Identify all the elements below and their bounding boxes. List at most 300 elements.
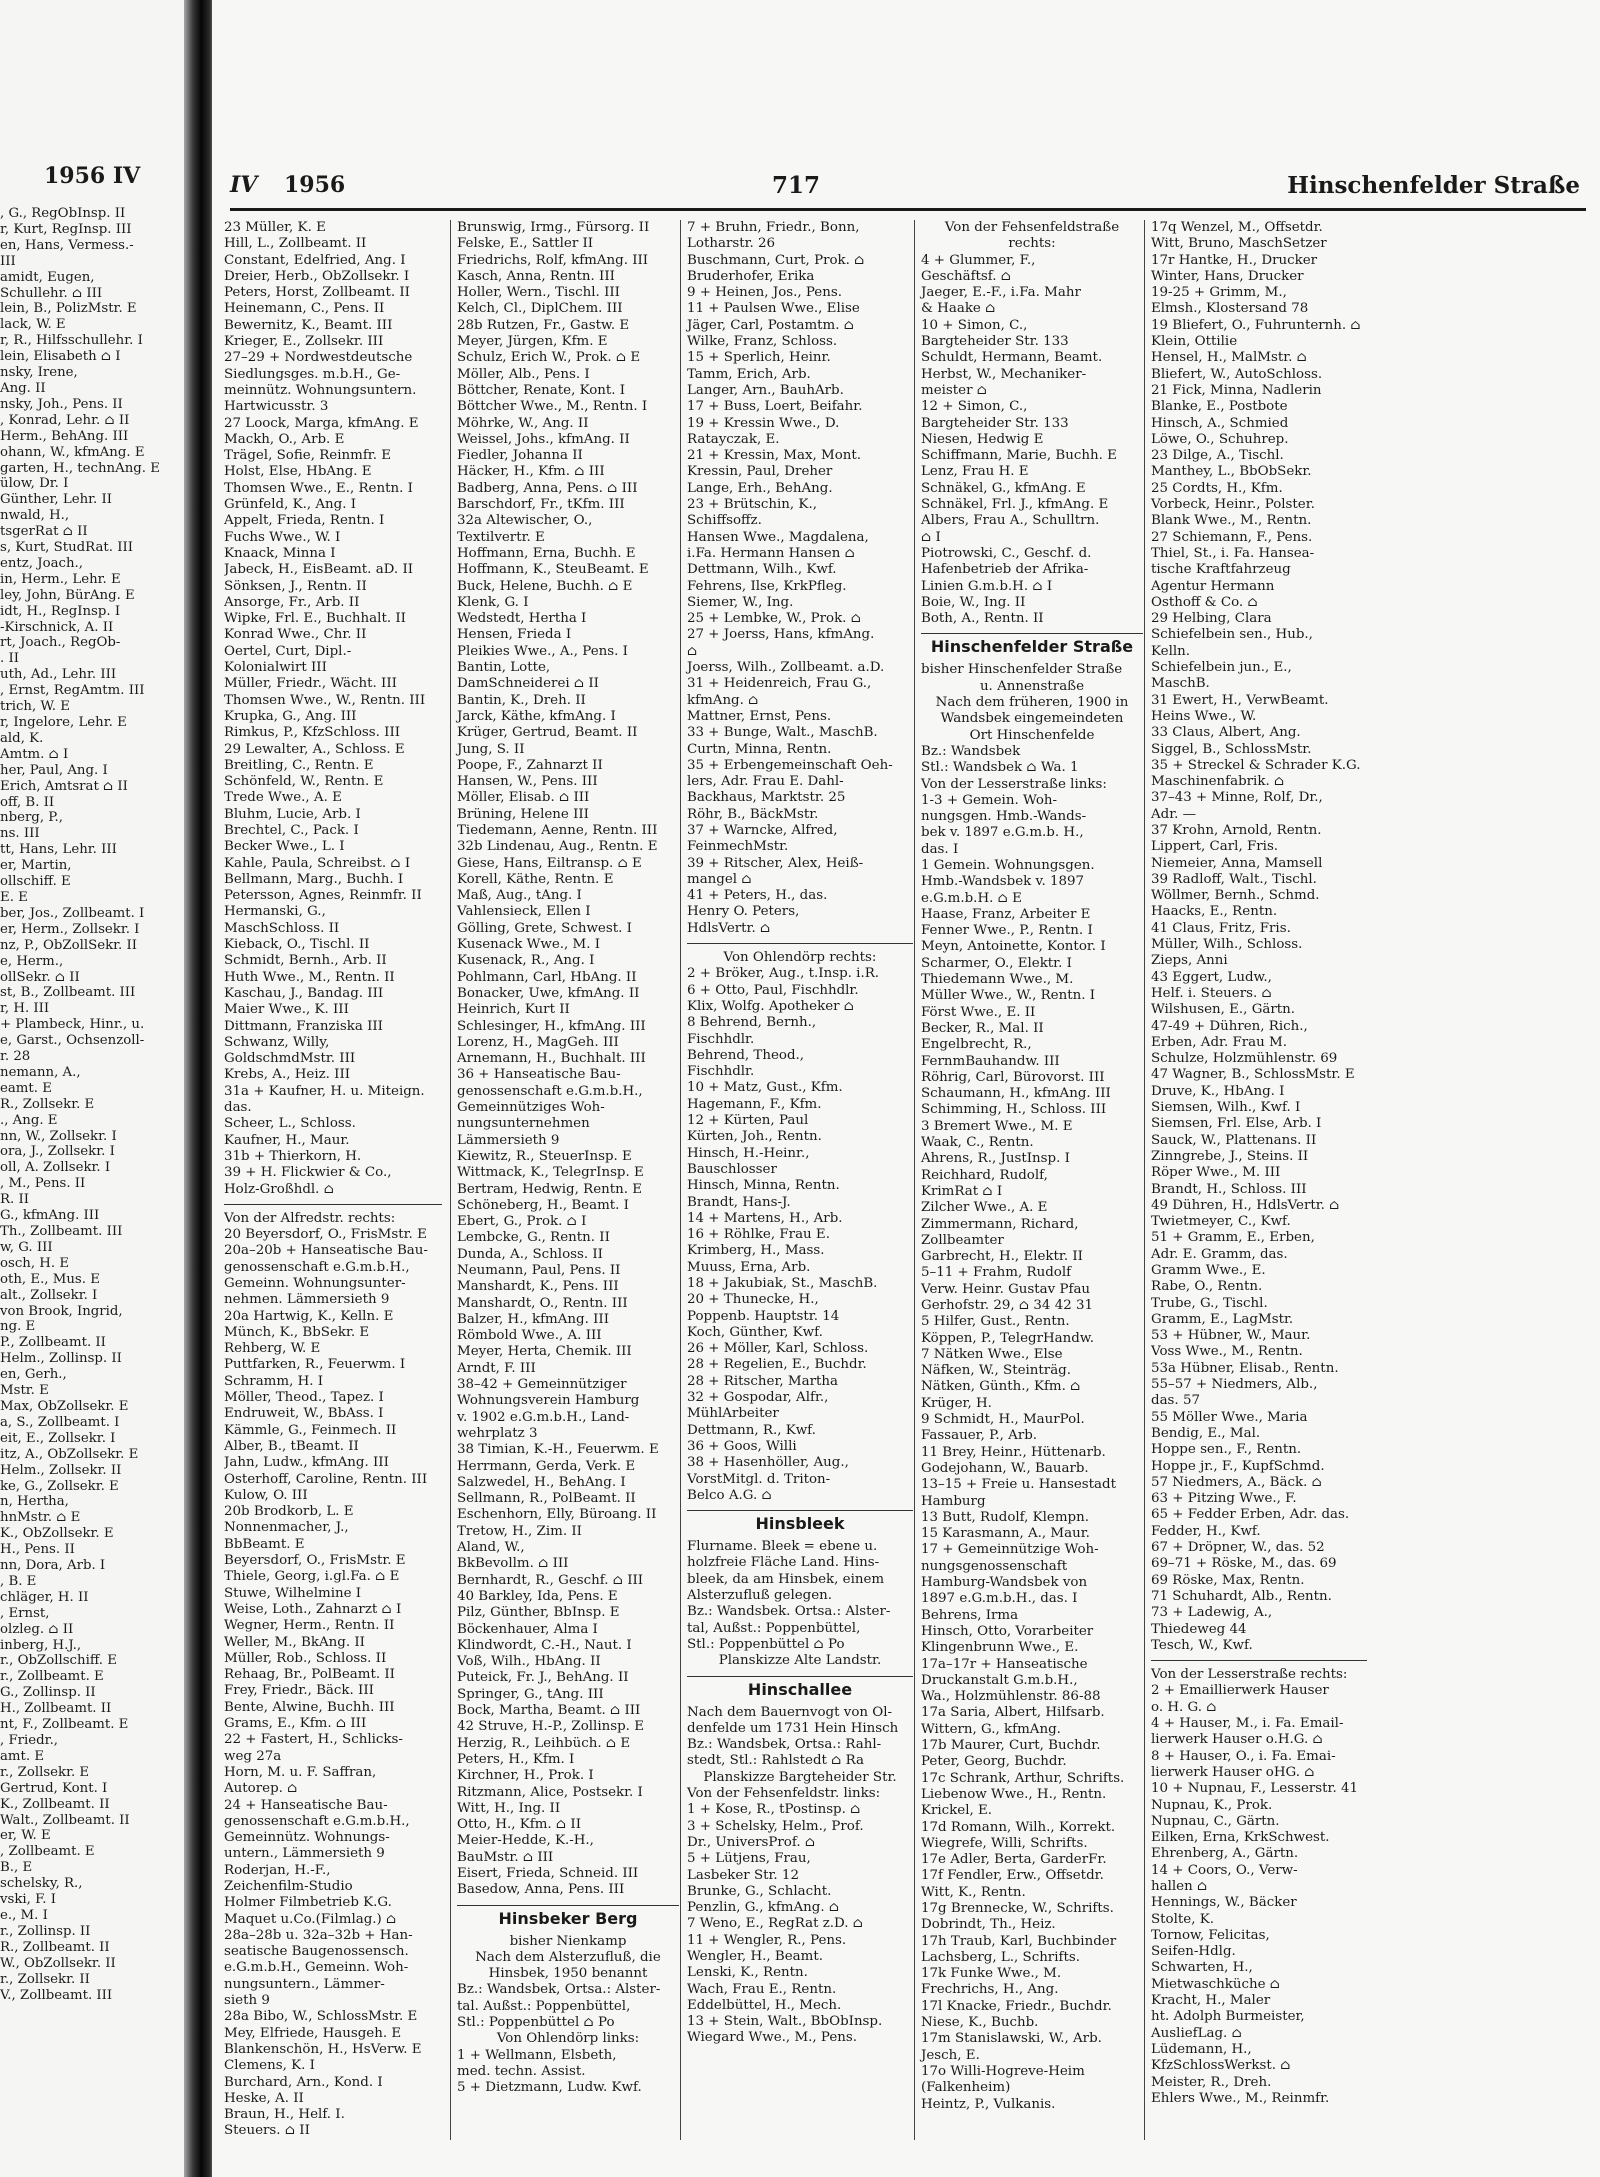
directory-entry: Manshardt, K., Pens. III xyxy=(457,1279,619,1295)
directory-entry: Autorep. ⌂ xyxy=(224,1781,298,1797)
directory-entry: Bewernitz, K., Beamt. III xyxy=(224,317,393,333)
left-page-line: r. 28 xyxy=(0,1049,31,1065)
directory-entry: 14 + Martens, H., Arb. xyxy=(687,1210,843,1226)
directory-entry: 8 Behrend, Bernh., xyxy=(687,1015,817,1031)
directory-entry: Klenk, G. I xyxy=(457,594,529,610)
left-page-line: inberg, H.J., xyxy=(0,1637,82,1653)
directory-entry: Godejohann, W., Bauarb. xyxy=(921,1460,1089,1476)
directory-entry: Bertram, Hedwig, Rentn. E xyxy=(457,1181,643,1197)
directory-entry: Scheer, L., Schloss. xyxy=(224,1116,356,1132)
directory-entry: nungsuntern., Lämmer- xyxy=(224,1976,385,1992)
directory-entry: Schlesinger, H., kfmAng. III xyxy=(457,1018,646,1034)
directory-entry: 5 + Dietzmann, Ludw. Kwf. xyxy=(457,2080,642,2096)
directory-entry: Römbold Wwe., A. III xyxy=(457,1328,602,1344)
directory-entry: 12 + Simon, C., xyxy=(921,399,1028,415)
directory-entry: Ahrens, R., JustInsp. I xyxy=(921,1151,1070,1167)
left-page-line: amidt, Eugen, xyxy=(0,269,95,285)
directory-entry: Hoffmann, Erna, Buchh. E xyxy=(457,545,636,561)
directory-entry: e.G.m.b.H. ⌂ E xyxy=(921,890,1022,906)
directory-entry: Heinrich, Kurt II xyxy=(457,1002,570,1018)
directory-entry: Behrend, Theod., xyxy=(687,1047,805,1063)
directory-entry: Lachsberg, L., Schrifts. xyxy=(921,1949,1080,1965)
directory-entry: 40 Barkley, Ida, Pens. E xyxy=(457,1588,618,1604)
directory-entry: 36 + Goos, Willi xyxy=(687,1438,797,1454)
directory-entry: 13–15 + Freie u. Hansestadt xyxy=(921,1477,1116,1493)
directory-entry: Backhaus, Marktstr. 25 xyxy=(687,790,846,806)
directory-entry: 37–43 + Minne, Rolf, Dr., xyxy=(1151,790,1323,806)
directory-entry: Zinngrebe, J., Steins. II xyxy=(1151,1148,1309,1164)
directory-entry: i.Fa. Hermann Hansen ⌂ xyxy=(687,545,855,561)
section-note: Ort Hinschenfelde xyxy=(969,727,1095,743)
directory-entry: 10 + Matz, Gust., Kfm. xyxy=(687,1080,843,1096)
directory-entry: Linien G.m.b.H. ⌂ I xyxy=(921,578,1053,594)
left-page-line: r, Ingelore, Lehr. E xyxy=(0,715,127,730)
directory-entry: 17b Maurer, Curt, Buchdr. xyxy=(921,1738,1101,1754)
directory-entry: Krebs, A., Heiz. III xyxy=(224,1067,351,1083)
directory-entry: Möller, Elisab. ⌂ III xyxy=(457,790,590,806)
directory-entry: AusliefLag. ⌂ xyxy=(1151,2025,1242,2041)
directory-entry: Nupnau, K., Prok. xyxy=(1151,1797,1273,1813)
directory-entry: Trede Wwe., A. E xyxy=(224,790,342,806)
left-page-line: K., Zollbeamt. II xyxy=(0,1796,110,1812)
directory-entry: Kressin, Paul, Dreher xyxy=(687,464,833,480)
directory-entry: Puteick, Fr. J., BehAng. II xyxy=(457,1670,629,1686)
directory-entry: Witt, K., Rentn. xyxy=(921,1884,1026,1900)
directory-entry: Wengler, H., Beamt. xyxy=(687,1948,823,1964)
left-page-line: amt. E xyxy=(0,1748,45,1764)
directory-entry: Von der Lesserstraße rechts: xyxy=(1151,1667,1348,1683)
directory-entry: Kaufner, H., Maur. xyxy=(224,1132,350,1148)
directory-entry: 69 Röske, Max, Rentn. xyxy=(1151,1572,1305,1588)
directory-entry: Thiedemann Wwe., M. xyxy=(921,972,1074,988)
left-page-line: ollschiff. E xyxy=(0,874,71,890)
directory-entry: 55–57 + Niedmers, Alb., xyxy=(1151,1377,1318,1393)
page-year: 1956 xyxy=(284,172,346,198)
left-page-line: Herm., BehAng. III xyxy=(0,428,129,444)
street-heading: Hinsbeker Berg xyxy=(457,1905,679,1930)
directory-entry: Stl.: Wandsbek ⌂ Wa. 1 xyxy=(921,760,1079,776)
directory-entry: Manshardt, O., Rentn. III xyxy=(457,1295,628,1311)
directory-entry: Thiel, St., i. Fa. Hansea- xyxy=(1151,545,1315,561)
directory-entry: Geschäftsf. ⌂ xyxy=(921,268,1012,284)
directory-entry: Manthey, L., BbObSekr. xyxy=(1151,464,1312,480)
directory-entry: genossenschaft e.G.m.b.H., xyxy=(224,1813,410,1829)
directory-entry: Jäger, Carl, Postamtm. ⌂ xyxy=(687,317,854,333)
left-page-line: r, R., Hilfsschullehr. I xyxy=(0,333,143,349)
directory-entry: 43 Eggert, Ludw., xyxy=(1151,969,1272,985)
left-page-line: e., M. I xyxy=(0,1907,48,1923)
directory-entry: Braun, H., Helf. I. xyxy=(224,2107,345,2123)
directory-entry: 31b + Thierkorn, H. xyxy=(224,1148,362,1164)
directory-entry: untern., Lämmersieth 9 xyxy=(224,1846,385,1862)
directory-entry: Voß, Wilh., HbAng. II xyxy=(457,1654,601,1670)
directory-entry: 17f Fendler, Erw., Offsetdr. xyxy=(921,1868,1104,1884)
directory-entry: Nupnau, C., Gärtn. xyxy=(1151,1813,1280,1829)
directory-entry: 27 Loock, Marga, kfmAng. E xyxy=(224,415,419,431)
directory-entry: MühlArbeiter xyxy=(687,1406,779,1422)
directory-entry: Bellmann, Marg., Buchh. I xyxy=(224,871,404,887)
directory-entry: Schnäkel, Frl. J., kfmAng. E xyxy=(921,497,1109,513)
directory-entry: Köppen, P., TelegrHandw. xyxy=(921,1330,1094,1346)
left-page-line: von Brook, Ingrid, xyxy=(0,1303,123,1319)
directory-entry: Konrad Wwe., Chr. II xyxy=(224,627,367,643)
directory-entry: Tiedemann, Aenne, Rentn. III xyxy=(457,822,658,838)
directory-entry: genossenschaft e.G.m.b.H., xyxy=(457,1083,643,1099)
directory-entry: 24 + Hanseatische Bau- xyxy=(224,1797,388,1813)
directory-entry: Von der Lesserstraße links: xyxy=(921,776,1107,792)
directory-entry: Brechtel, C., Pack. I xyxy=(224,822,359,838)
directory-entry: 1897 e.G.m.b.H., das. I xyxy=(921,1591,1078,1607)
left-page-fragment xyxy=(0,0,184,2177)
left-page-line: Amtm. ⌂ I xyxy=(0,746,69,762)
directory-entry: Schönfeld, W., Rentn. E xyxy=(224,774,384,790)
directory-entry: Schiefelbein jun., E., xyxy=(1151,660,1292,676)
directory-entry: Schiffsoffz. xyxy=(687,513,762,529)
directory-entry: Bantin, K., Dreh. II xyxy=(457,692,586,708)
directory-entry: Badberg, Anna, Pens. ⌂ III xyxy=(457,480,638,496)
directory-entry: Springer, G., tAng. III xyxy=(457,1686,604,1702)
directory-entry: GoldschmdMstr. III xyxy=(224,1051,356,1067)
left-page-line: en, Hans, Vermess.- xyxy=(0,237,134,253)
directory-entry: MaschSchloss. II xyxy=(224,920,340,936)
directory-entry: 9 Schmidt, H., MaurPol. xyxy=(921,1412,1085,1428)
directory-entry: Wach, Frau E., Rentn. xyxy=(687,1981,837,1997)
left-page-line: itz, A., ObZollsekr. E xyxy=(0,1446,139,1462)
directory-entry: Schiefelbein sen., Hub., xyxy=(1151,627,1313,643)
directory-entry: 21 Fick, Minna, Nadlerin xyxy=(1151,382,1322,398)
directory-entry: Thiele, Georg, i.gl.Fa. ⌂ E xyxy=(224,1569,400,1585)
directory-entry: Stl.: Poppenbüttel ⌂ Po xyxy=(457,2015,615,2031)
directory-page xyxy=(212,0,1600,2177)
directory-entry: 17a Saria, Albert, Hilfsarb. xyxy=(921,1705,1105,1721)
directory-entry: Klix, Wolfg. Apotheker ⌂ xyxy=(687,998,855,1014)
directory-entry: Scharmer, O., Elektr. I xyxy=(921,955,1072,971)
directory-entry: Niesen, Hedwig E xyxy=(921,431,1044,447)
directory-entry: 73 + Ladewig, A., xyxy=(1151,1605,1273,1621)
directory-entry: Maschinenfabrik. ⌂ xyxy=(1151,774,1285,790)
section-note: Von Ohlendörp links: xyxy=(496,2031,640,2047)
directory-entry: 4 + Hauser, M., i. Fa. Email- xyxy=(1151,1716,1344,1732)
directory-entry: 3 Bremert Wwe., M. E xyxy=(921,1118,1073,1134)
directory-entry: Hagemann, F., Kfm. xyxy=(687,1096,822,1112)
directory-entry: Ritzmann, Alice, Postsekr. I xyxy=(457,1784,643,1800)
directory-entry: Adr. — xyxy=(1151,806,1197,822)
directory-entry: 5 + Lütjens, Frau, xyxy=(687,1851,811,1867)
directory-column-4 xyxy=(914,220,1149,2140)
left-page-header: 1956 IV xyxy=(44,163,141,189)
directory-entry: Eddelbüttel, H., Mech. xyxy=(687,1997,842,2013)
directory-entry: Kirchner, H., Prok. I xyxy=(457,1768,594,1784)
directory-entry: Hensel, H., MalMstr. ⌂ xyxy=(1151,350,1307,366)
directory-entry: Heinemann, C., Pens. II xyxy=(224,301,385,317)
directory-entry: Otto, H., Kfm. ⌂ II xyxy=(457,1817,581,1833)
directory-entry: 20 Beyersdorf, O., FrisMstr. E xyxy=(224,1227,427,1243)
directory-entry: 57 Niedmers, A., Bäck. ⌂ xyxy=(1151,1474,1322,1490)
directory-entry: 35 + Erbengemeinschaft Oeh- xyxy=(687,757,893,773)
directory-entry: 18 + Jakubiak, St., MaschB. xyxy=(687,1276,878,1291)
directory-entry: Herbst, W., Mechaniker- xyxy=(921,366,1087,382)
left-page-line: s, Kurt, StudRat. III xyxy=(0,540,133,556)
directory-entry: Schramm, H. I xyxy=(224,1373,324,1389)
directory-entry: 38 Timian, K.-H., Feuerwm. E xyxy=(457,1442,659,1458)
directory-entry: Mey, Elfriede, Hausgeh. E xyxy=(224,2025,402,2041)
left-page-line: , Friedr., xyxy=(0,1733,59,1748)
directory-entry: Ansorge, Fr., Arb. II xyxy=(224,594,360,610)
directory-entry: Blank Wwe., M., Rentn. xyxy=(1151,513,1312,529)
directory-entry: 38 + Hasenhöller, Aug., xyxy=(687,1455,849,1471)
directory-entry: Zeichenfilm-Studio xyxy=(224,1878,353,1894)
directory-entry: Dettmann, Wilh., Kwf. xyxy=(687,562,837,578)
directory-entry: Gemeinnütziges Woh- xyxy=(457,1100,605,1116)
directory-entry: Schulz, Erich W., Prok. ⌂ E xyxy=(457,350,641,366)
directory-entry: Müller, Friedr., Wächt. III xyxy=(224,676,397,692)
directory-entry: Bonacker, Uwe, kfmAng. II xyxy=(457,985,640,1001)
directory-entry: Constant, Edelfried, Ang. I xyxy=(224,252,406,268)
directory-entry: Becker, R., Mal. II xyxy=(921,1020,1044,1036)
left-page-line: r., Zollbeamt. E xyxy=(0,1669,104,1685)
directory-entry: 25 + Lembke, W., Prok. ⌂ xyxy=(687,611,861,627)
directory-entry: e.G.m.b.H., Gemeinn. Woh- xyxy=(224,1960,409,1976)
left-page-line: alt., Zollsekr. I xyxy=(0,1287,98,1303)
directory-entry: das. xyxy=(224,1100,252,1116)
directory-entry: Meyer, Herta, Chemik. III xyxy=(457,1344,632,1360)
directory-entry: Buck, Helene, Buchh. ⌂ E xyxy=(457,578,633,594)
directory-entry: Muuss, Erna, Arb. xyxy=(687,1259,811,1275)
directory-entry: Belco A.G. ⌂ xyxy=(687,1487,772,1503)
directory-entry: Stl.: Poppenbüttel ⌂ Po xyxy=(687,1636,845,1652)
left-page-line: garten, H., technAng. E xyxy=(0,460,160,476)
directory-entry: Brunke, G., Schlacht. xyxy=(687,1883,832,1899)
directory-entry: Druckanstalt G.m.b.H., xyxy=(921,1672,1078,1688)
directory-entry: Holler, Wern., Tischl. III xyxy=(457,285,620,301)
directory-entry: Blanke, E., Postbote xyxy=(1151,399,1288,415)
directory-entry: Hafenbetrieb der Afrika- xyxy=(921,562,1089,578)
left-page-line: chläger, H. II xyxy=(0,1589,89,1605)
directory-entry: 21 + Kressin, Max, Mont. xyxy=(687,448,862,464)
directory-entry: Bargteheider Str. 133 xyxy=(921,334,1069,350)
directory-entry: 27 Schiemann, F., Pens. xyxy=(1151,529,1313,545)
directory-entry: 27 + Joerss, Hans, kfmAng. xyxy=(687,627,875,643)
directory-entry: 55 Möller Wwe., Maria xyxy=(1151,1409,1308,1425)
directory-entry: Alsterzufluß gelegen. xyxy=(687,1588,833,1604)
left-page-line: Th., Zollbeamt. III xyxy=(0,1224,123,1239)
left-page-line: nsky, Irene, xyxy=(0,365,78,381)
directory-entry: Peter, Georg, Buchdr. xyxy=(921,1754,1067,1770)
left-page-line: Gertrud, Kont. I xyxy=(0,1780,108,1796)
left-page-line: lack, W. E xyxy=(0,317,66,333)
directory-entry: Fuchs Wwe., W. I xyxy=(224,529,341,545)
directory-entry: Weller, M., BkAng. II xyxy=(224,1634,365,1650)
directory-entry: genossenschaft e.G.m.b.H., xyxy=(224,1259,410,1275)
street-heading: Hinschenfelder Straße xyxy=(921,633,1143,658)
directory-entry: 63 + Pitzing Wwe., F. xyxy=(1151,1491,1297,1507)
left-page-line: olzleg. ⌂ II xyxy=(0,1621,74,1637)
left-page-line: st, B., Zollbeamt. III xyxy=(0,985,136,1001)
directory-entry: nungsgenossenschaft xyxy=(921,1558,1068,1574)
directory-entry: Häcker, H., Kfm. ⌂ III xyxy=(457,464,605,480)
directory-entry: 1 + Wellmann, Elsbeth, xyxy=(457,2047,617,2063)
directory-entry: tal, Außst.: Poppenbüttel, xyxy=(687,1620,861,1636)
directory-entry: 42 Struve, H.-P., Zollinsp. E xyxy=(457,1719,644,1735)
directory-entry: Siggel, B., SchlossMstr. xyxy=(1151,741,1312,757)
section-note: bisher Nienkamp xyxy=(509,1933,627,1949)
left-page-line: r, Kurt, RegInsp. III xyxy=(0,221,132,237)
directory-entry: Stuwe, Wilhelmine I xyxy=(224,1585,362,1601)
directory-entry: Adr. E. Gramm, das. xyxy=(1151,1246,1288,1262)
directory-entry: 28a Bibo, W., SchlossMstr. E xyxy=(224,2009,418,2025)
directory-entry: 7 Nätken Wwe., Else xyxy=(921,1346,1063,1362)
directory-entry: 29 Lewalter, A., Schloss. E xyxy=(224,741,405,757)
directory-entry: 10 + Nupnau, F., Lesserstr. 41 xyxy=(1151,1781,1359,1797)
directory-entry: lierwerk Hauser o.H.G. ⌂ xyxy=(1151,1732,1323,1748)
left-page-line: idt, H., RegInsp. I xyxy=(0,603,121,619)
directory-entry: Meister, R., Dreh. xyxy=(1151,2074,1272,2090)
directory-entry: Holz-Großhdl. ⌂ xyxy=(224,1181,334,1197)
directory-entry: Wegner, Herm., Rentn. II xyxy=(224,1618,395,1634)
left-page-line: nberg, P., xyxy=(0,810,63,826)
directory-entry: Kelch, Cl., DiplChem. III xyxy=(457,301,623,317)
directory-entry: tal. Außst.: Poppenbüttel, xyxy=(457,1998,631,2014)
directory-column-1 xyxy=(224,220,448,2140)
directory-entry: Wipke, Frl. E., Buchhalt. II xyxy=(224,611,406,627)
directory-entry: 6 + Otto, Paul, Fischhdlr. xyxy=(687,982,859,998)
directory-entry: Hamburg-Wandsbek von xyxy=(921,1575,1088,1591)
left-page-line: R., Zollsekr. E xyxy=(0,1096,95,1112)
directory-entry: Grünfeld, K., Ang. I xyxy=(224,497,357,513)
directory-entry: Herzig, R., Leihbüch. ⌂ E xyxy=(457,1735,631,1751)
directory-entry: Trube, G., Tischl. xyxy=(1151,1295,1268,1311)
left-page-line: ald, K. xyxy=(0,730,44,746)
left-page-line: w, G. III xyxy=(0,1239,53,1255)
directory-entry: Fedder, H., Kwf. xyxy=(1151,1523,1261,1539)
directory-entry: Holst, Else, HbAng. E xyxy=(224,464,372,480)
directory-entry: Schöneberg, H., Beamt. I xyxy=(457,1197,629,1213)
directory-entry: Dobrindt, Th., Heiz. xyxy=(921,1917,1056,1933)
directory-entry: 37 + Warncke, Alfred, xyxy=(687,822,838,838)
directory-entry: 29 Helbing, Clara xyxy=(1151,611,1272,627)
directory-entry: Kusenack Wwe., M. I xyxy=(457,937,601,953)
directory-entry: Möller, Alb., Pens. I xyxy=(457,366,590,382)
directory-entry: Joerss, Wilh., Zollbeamt. a.D. xyxy=(687,660,885,676)
directory-entry: Fischhdlr. xyxy=(687,1064,755,1080)
directory-entry: Siemsen, Frl. Else, Arb. I xyxy=(1151,1116,1322,1132)
directory-entry: 25 Cordts, H., Kfm. xyxy=(1151,480,1283,496)
directory-entry: Herrmann, Gerda, Verk. E xyxy=(457,1458,636,1474)
directory-entry: Jahn, Ludw., kfmAng. III xyxy=(224,1455,389,1471)
directory-entry: 17r Hantke, H., Drucker xyxy=(1151,252,1318,268)
left-page-line: osch, H. E xyxy=(0,1255,70,1271)
directory-entry: Bock, Martha, Beamt. ⌂ III xyxy=(457,1703,641,1719)
left-page-line: e, Herm., xyxy=(0,953,64,969)
directory-entry: Korell, Käthe, Rentn. E xyxy=(457,871,614,887)
directory-entry: Meier-Hedde, K.-H., xyxy=(457,1833,594,1849)
directory-entry: sieth 9 xyxy=(224,1993,270,2009)
directory-entry: Lasbeker Str. 12 xyxy=(687,1867,799,1883)
directory-entry: Hinsch, H.-Heinr., xyxy=(687,1145,810,1161)
left-page-line: nsky, Joh., Pens. II xyxy=(0,396,123,412)
directory-entry: Hmb.-Wandsbek v. 1897 xyxy=(921,874,1085,890)
directory-entry: Lenz, Frau H. E xyxy=(921,464,1029,480)
directory-entry: Krieger, E., Zollsekr. III xyxy=(224,334,384,350)
directory-entry: Böckenhauer, Alma I xyxy=(457,1621,598,1637)
section-note: Hinsbek, 1950 benannt xyxy=(488,1966,648,1982)
directory-entry: Poope, F., Zahnarzt II xyxy=(457,757,603,773)
directory-entry: Wiegrefe, Willi, Schrifts. xyxy=(921,1835,1088,1851)
directory-entry: Kolonialwirt III xyxy=(224,660,327,676)
left-page-line: + Plambeck, Hinr., u. xyxy=(0,1017,145,1033)
directory-entry: 17e Adler, Berta, GarderFr. xyxy=(921,1852,1107,1868)
directory-entry: 17o Willi-Hogreve-Heim xyxy=(921,2063,1085,2079)
directory-entry: Giese, Hans, Eiltransp. ⌂ E xyxy=(457,855,642,871)
directory-entry: 27–29 + Nordwestdeutsche xyxy=(224,350,413,366)
directory-entry: Barschdorf, Fr., tKfm. III xyxy=(457,497,625,513)
directory-entry: Wiegard Wwe., M., Pens. xyxy=(687,2030,858,2046)
directory-entry: BbBeamt. E xyxy=(224,1536,305,1552)
directory-entry: 8 + Hauser, O., i. Fa. Emai- xyxy=(1151,1748,1336,1764)
directory-entry: ⌂ xyxy=(687,643,698,659)
directory-entry: Heintz, P., Vulkanis. xyxy=(921,2096,1056,2112)
left-page-line: eamt. E xyxy=(0,1080,52,1096)
directory-entry: 53a Hübner, Elisab., Rentn. xyxy=(1151,1360,1339,1376)
directory-entry: 19-25 + Grimm, M., xyxy=(1151,285,1287,301)
directory-entry: Breitling, C., Rentn. E xyxy=(224,757,374,773)
directory-entry: Wilke, Franz, Schloss. xyxy=(687,334,838,350)
directory-entry: Brüning, Helene III xyxy=(457,806,589,822)
directory-entry: Nach dem Bauernvogt von Ol- xyxy=(687,1704,893,1720)
directory-entry: Möller, Theod., Tapez. I xyxy=(224,1390,384,1406)
left-page-line: nn, W., Zollsekr. I xyxy=(0,1128,117,1144)
directory-entry: Osterhoff, Caroline, Rentn. III xyxy=(224,1471,428,1487)
directory-entry: Weissel, Johs., kfmAng. II xyxy=(457,431,630,447)
directory-entry: Frey, Friedr., Bäck. III xyxy=(224,1683,374,1699)
directory-entry: Hinsch, Minna, Rentn. xyxy=(687,1178,840,1194)
directory-entry: Schwarten, H., xyxy=(1151,1960,1253,1976)
directory-entry: Siedlungsges. m.b.H., Ge- xyxy=(224,366,401,382)
section-note: Von Ohlendörp rechts: xyxy=(723,950,877,966)
directory-entry: 1-3 + Gemein. Woh- xyxy=(921,792,1058,808)
directory-entry: Schnäkel, G., kfmAng. E xyxy=(921,480,1086,496)
left-page-line: , B. E xyxy=(0,1573,37,1589)
directory-entry: Textilvertr. E xyxy=(457,529,545,545)
section-note: Nach dem früheren, 1900 in xyxy=(935,695,1129,711)
directory-entry: Elmsh., Klostersand 78 xyxy=(1151,301,1309,317)
directory-entry: Brunswig, Irmg., Fürsorg. II xyxy=(457,220,650,235)
directory-entry: 47 Wagner, B., SchlossMstr. E xyxy=(1151,1067,1355,1083)
directory-entry: HdlsVertr. ⌂ xyxy=(687,920,771,936)
directory-entry: Eilken, Erna, KrkSchwest. xyxy=(1151,1830,1330,1846)
left-page-line: lein, Elisabeth ⌂ I xyxy=(0,349,121,365)
directory-entry: Peters, H., Kfm. I xyxy=(457,1751,575,1767)
directory-entry: 22 + Fastert, H., Schlicks- xyxy=(224,1732,403,1748)
directory-entry: Endruweit, W., BbAss. I xyxy=(224,1406,384,1422)
section-divider xyxy=(224,1204,442,1205)
directory-entry: o. H. G. ⌂ xyxy=(1151,1699,1217,1715)
directory-entry: Gramm Wwe., E. xyxy=(1151,1263,1266,1278)
directory-entry: Niemeier, Anna, Mamsell xyxy=(1151,855,1323,871)
directory-entry: 31 + Heidenreich, Frau G., xyxy=(687,676,872,692)
header-rule xyxy=(230,208,1586,211)
directory-entry: seatische Baugenossensch. xyxy=(224,1944,409,1960)
directory-entry: Frechrichs, H., Ang. xyxy=(921,1982,1059,1998)
directory-entry: nungsunternehmen xyxy=(457,1116,590,1132)
left-page-line: K., ObZollsekr. E xyxy=(0,1526,114,1542)
directory-entry: Piotrowski, C., Geschf. d. xyxy=(921,545,1092,561)
directory-entry: 47-49 + Dühren, Rich., xyxy=(1151,1018,1308,1034)
directory-entry: Tesch, W., Kwf. xyxy=(1151,1637,1253,1653)
directory-entry: Aland, W., xyxy=(457,1540,525,1556)
directory-entry: Bantin, Lotte, xyxy=(457,660,551,676)
directory-entry: BauMstr. ⌂ III xyxy=(457,1849,554,1865)
